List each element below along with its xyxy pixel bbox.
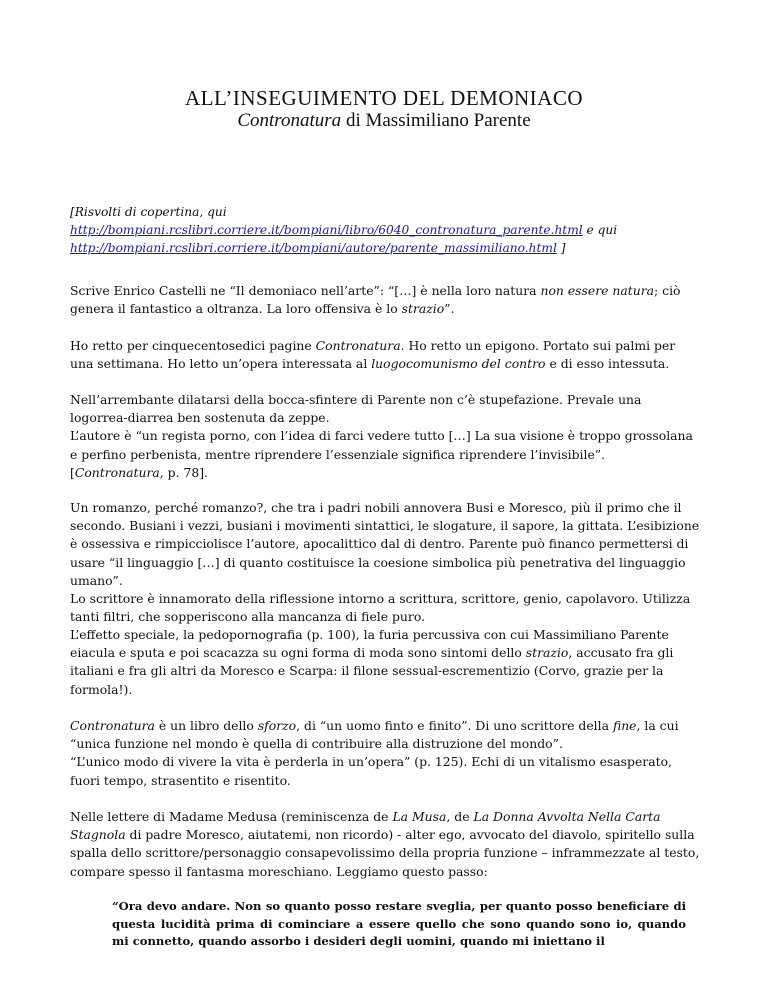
paragraph-sforzo [70,717,702,790]
page-title: ALL’INSEGUIMENTO DEL DEMONIACO [184,86,584,110]
p2-text-e: e di esso intessuta. [545,356,670,372]
p2-text-a: Ho retto per cinquecentosedici pagine [70,338,316,353]
publisher-book-link[interactable]: http://bompiani.rcslibri.corriere.it/bompiani/libro/6040_contronatura_parente.html [70,223,583,237]
paragraph-romanzo [70,499,702,626]
p1-text-a: Scrive Enrico Castelli ne “Il demoniaco nell’arte”: “[…] è nella loro natura [70,283,541,298]
p7-la-musa: La Musa [392,809,447,824]
p1-text-e: ”. [444,301,455,317]
p2-emphasis: luogocomunismo del contro [371,356,546,372]
p6-text-d: , di “un uomo finto e finito”. Di uno scrittore della [296,718,613,733]
p6-book: Contronatura [70,718,155,733]
p7-text-c: , de [446,809,474,824]
p3-line2: L’autore è “un regista porno, con l’idea di farci vedere tutto […] La sua visione è troppo grossolana e perfino perbenista, mentre riprendere l’essenziale significa riprendere l’invisibile”. [ [70,428,693,480]
p2-text-c: . Ho retto un epigono. Portato sui palmi per una settimana. Ho letto un’opera interessata al [70,338,676,372]
subtitle-author: di Massimiliano Parente [341,110,531,131]
p7-text-e: di padre Moresco, aiutatemi, non ricordo) - alter ego, avvocato del diavolo, spiritello sulla spalla dello scrittore/personaggio consapevolissimo della propria funzione – inframmezzate al testo, compare spesso il fantasma moreschiano. Leggiamo questo passo: [70,827,700,879]
p7-donna-avvolta: La Donna Avvolta Nella Carta Stagnola [70,809,661,843]
refs-prefix: [Risvolti di copertina, qui [70,205,227,219]
subtitle-book-title: Contronatura [237,110,342,131]
p6-line2: “L’unico modo di vivere la vita è perderla in un’opera” (p. 125). Echi di un vitalismo esasperato, fuori tempo, strasentito e risentito. [70,754,672,788]
paragraph-lettura [70,337,702,373]
page-subtitle [70,110,698,132]
p2-book: Contronatura [315,338,401,353]
refs-middle: e qui [582,223,618,237]
p5-strazio: strazio [525,645,569,661]
p3-line2-end: , p. 78]. [159,464,208,480]
p6-text-f: , la cui “unica funzione nel mondo è quella di contribuire alla distruzione del mondo”. [70,718,679,752]
paragraph-medusa [70,808,702,881]
paragraph-logorrea [70,391,702,482]
p1-emphasis: non essere natura [540,283,655,298]
p6-fine: fine [612,718,637,733]
p7-text-a: Nelle lettere di Madame Medusa (reminiscenza de [70,809,393,824]
p3-line1: Nell’arrembante dilatarsi della bocca-sfintere di Parente non c’è stupefazione. Prevale una logorrea-diarrea ben sostenuta da zeppe. [70,392,642,426]
p4-line2: Lo scrittore è innamorato della riflessione intorno a scrittura, scrittore, genio, capolavoro. Utilizza tanti filtri, che sopperiscono alla mancanza di fiele puro. [70,591,691,625]
p1-strazio: strazio [401,301,445,317]
p6-text-b: è un libro dello [154,718,258,733]
paragraph-castelli [70,282,702,318]
p3-book: Contronatura [74,464,160,480]
p4-line1: Un romanzo, perché romanzo?, che tra i padri nobili annovera Busi e Moresco, più il primo che il secondo. Busiani i vezzi, busiani i movimenti sintattici, le slogature, il sapore, la gittata. L’esibizione è ossessiva e rimpicciolisce l’autore, apocalittico dal di dentro. Parente può financo permettersi di usare “il linguaggio […] di quanto costituisce la coesione simbolica più penetrativa del linguaggio umano”. [70,500,700,588]
block-quote: “Ora devo andare. Non so quanto posso restare sveglia, per quanto posso beneficiare di questa lucidità prima di cominciare a essere quello che sono quando sono io, quando mi connetto, quando assorbo i desideri degli uomini, quando mi iniettano il [112,899,686,949]
paragraph-effetto [70,626,702,699]
p5-text-c: , accusato fra gli italiani e fra gli altri da Moresco e Scarpa: il filone sessual-escrementizio (Corvo, grazie per la formola!). [70,645,674,697]
cover-references [70,203,698,257]
p6-sforzo: sforzo [257,718,297,733]
p5-text-a: L’effetto speciale, la pedopornografia (p. 100), la furia percussiva con cui Massimiliano Parente eiacula e sputa e poi scacazza su ogni forma di moda sono sintomi dello [70,627,669,661]
refs-suffix: ] [556,241,566,255]
publisher-author-link[interactable]: http://bompiani.rcslibri.corriere.it/bompiani/autore/parente_massimiliano.html [70,241,557,255]
p1-text-c: ; ciò genera il fantastico a oltranza. La loro offensiva è lo [70,283,681,317]
